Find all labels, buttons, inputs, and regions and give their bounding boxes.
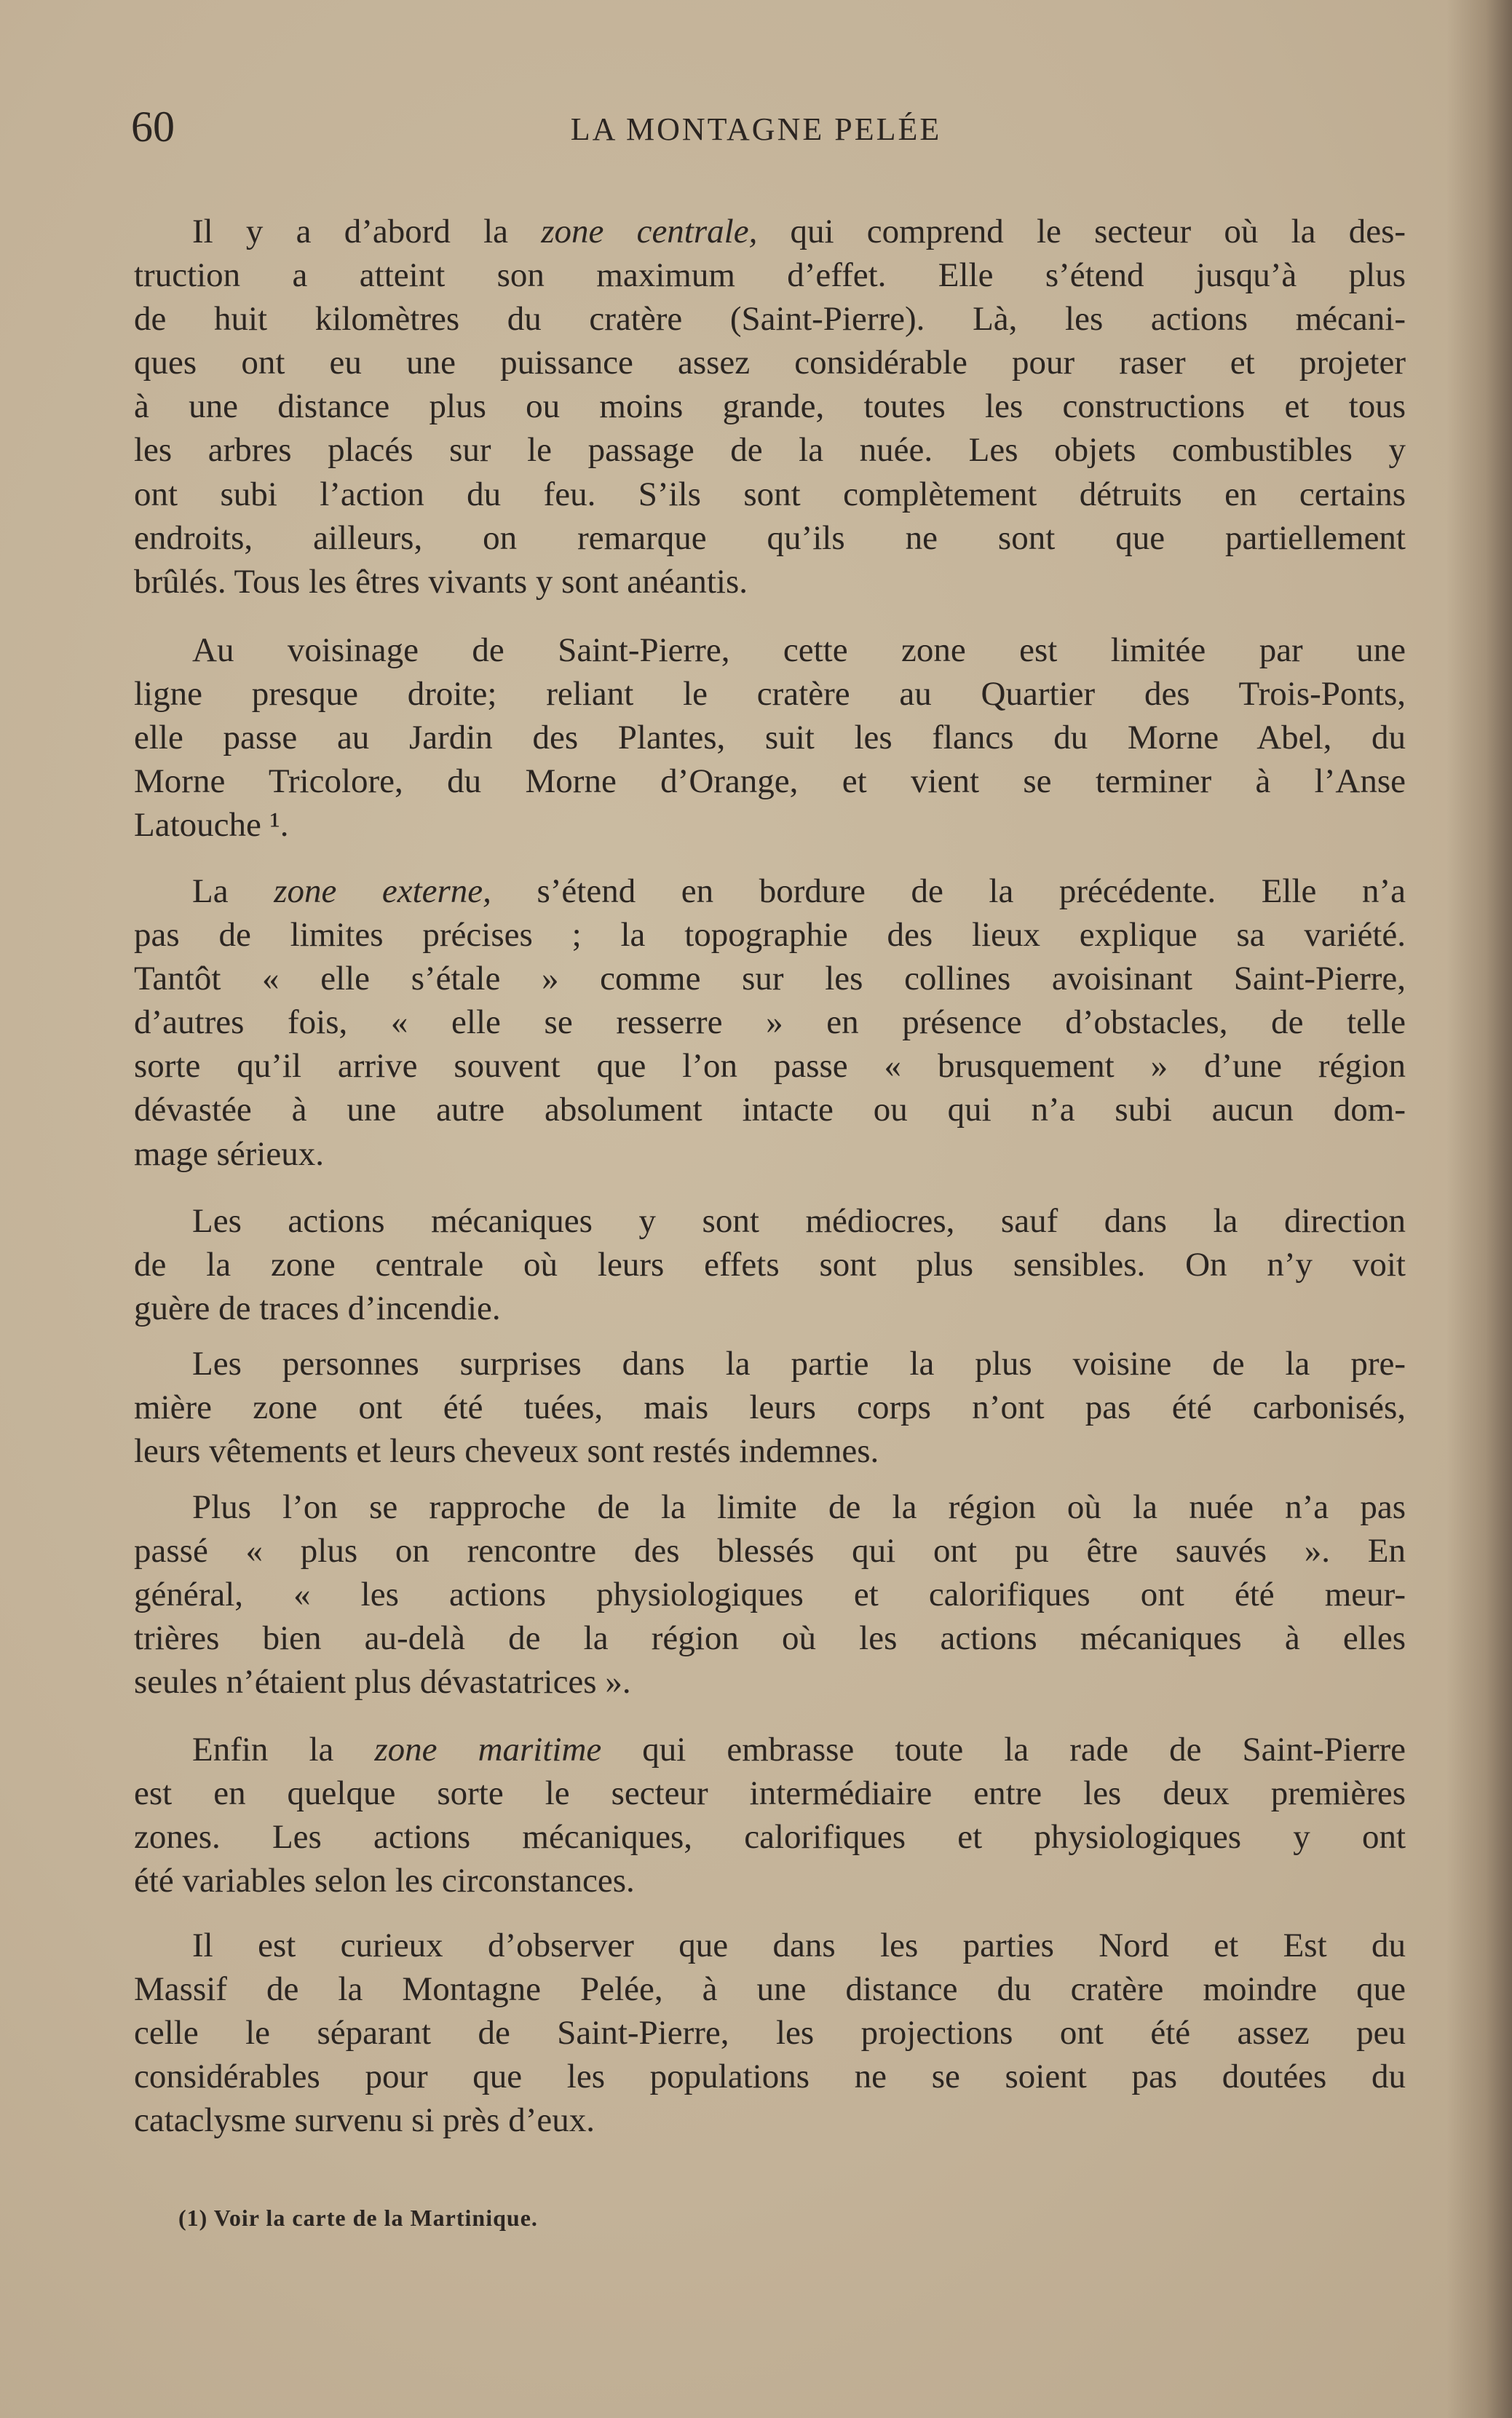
footnote: (1) Voir la carte de la Martinique.	[178, 2205, 538, 2231]
text-segment: mière zone ont été tuées, mais leurs corps n’ont pas été carbonisés,	[134, 1388, 1406, 1427]
text-line	[134, 2098, 1406, 2142]
text-line	[134, 1132, 1406, 1176]
text-segment: elle passe au Jardin des Plantes, suit les flancs du Morne Abel, du	[134, 719, 1406, 757]
text-line	[134, 759, 1406, 803]
text-segment: celle le séparant de Saint-Pierre, les projections ont été assez peu	[134, 2014, 1406, 2052]
text-segment: Tantôt « elle s’étale » comme sur les collines avoisinant Saint-Pierre,	[134, 960, 1406, 998]
text-segment: Il y a d’abord la	[192, 213, 542, 250]
paragraph	[134, 210, 1406, 604]
text-line	[134, 1529, 1406, 1573]
text-line	[134, 473, 1406, 516]
text-segment: est en quelque sorte le secteur intermédiaire entre les deux premières	[134, 1774, 1406, 1813]
text-segment: qui embrasse toute la rade de Saint-Pierre	[601, 1731, 1406, 1769]
text-segment: La	[192, 872, 274, 910]
text-line	[134, 1243, 1406, 1287]
text-line	[134, 672, 1406, 716]
text-line	[134, 803, 1406, 847]
text-line	[134, 1728, 1406, 1771]
text-segment: d’autres fois, « elle se resserre » en présence d’obstacles, de telle	[134, 1003, 1406, 1042]
text-segment: général, « les actions physiologiques et calorifiques ont été meur-	[134, 1576, 1406, 1614]
text-line	[134, 1429, 1406, 1473]
text-segment: de huit kilomètres du cratère (Saint-Pierre). Là, les actions mécani-	[134, 300, 1406, 339]
text-segment: passé « plus on rencontre des blessés qui ont pu être sauvés ». En	[134, 1532, 1406, 1570]
text-segment: leurs vêtements et leurs cheveux sont restés indemnes.	[134, 1432, 879, 1471]
text-line	[134, 253, 1406, 297]
text-line	[134, 428, 1406, 472]
text-line	[134, 913, 1406, 957]
text-segment: truction a atteint son maximum d’effet. Elle s’étend jusqu’à plus	[134, 256, 1406, 295]
paragraph	[134, 1342, 1406, 1473]
text-segment: endroits, ailleurs, on remarque qu’ils ne sont que partiellement	[134, 518, 1406, 557]
text-segment: Les personnes surprises dans la partie la plus voisine de la pre-	[192, 1345, 1406, 1383]
text-line	[134, 1088, 1406, 1131]
paragraph	[134, 1728, 1406, 1903]
text-line	[134, 341, 1406, 384]
text-line	[134, 2055, 1406, 2098]
text-line	[134, 1924, 1406, 1967]
paragraph	[134, 869, 1406, 1176]
text-segment: à une distance plus ou moins grande, toutes les constructions et tous	[134, 387, 1406, 426]
text-line	[134, 869, 1406, 913]
italic-term: zone externe,	[274, 872, 491, 910]
text-line	[134, 1771, 1406, 1815]
text-line	[134, 297, 1406, 341]
text-segment: dévastée à une autre absolument intacte ou qui n’a subi aucun dom-	[134, 1091, 1406, 1129]
text-line	[134, 384, 1406, 428]
text-segment: Latouche ¹.	[134, 806, 289, 845]
text-segment: Les actions mécaniques y sont médiocres, sauf dans la direction	[192, 1202, 1406, 1240]
text-line	[134, 1287, 1406, 1330]
text-line	[134, 1342, 1406, 1386]
text-line	[134, 1485, 1406, 1529]
text-segment: sorte qu’il arrive souvent que l’on passe « brusquement » d’une région	[134, 1047, 1406, 1086]
paragraph	[134, 1485, 1406, 1704]
text-line	[134, 1815, 1406, 1859]
text-segment: été variables selon les circonstances.	[134, 1862, 635, 1900]
text-line	[134, 1386, 1406, 1429]
text-line	[134, 1616, 1406, 1660]
text-line	[134, 516, 1406, 560]
text-segment: Enfin la	[192, 1731, 375, 1769]
text-line	[134, 1967, 1406, 2011]
italic-term: zone centrale,	[541, 213, 758, 250]
text-segment: Au voisinage de Saint-Pierre, cette zone est limitée par une	[192, 631, 1406, 669]
text-segment: guère de traces d’incendie.	[134, 1289, 501, 1328]
text-segment: Il est curieux d’observer que dans les parties Nord et Est du	[192, 1927, 1406, 1964]
text-segment: ques ont eu une puissance assez considérable pour raser et projeter	[134, 344, 1406, 382]
text-segment: s’étend en bordure de la précédente. Elle n’a	[491, 872, 1406, 910]
text-line	[134, 560, 1406, 604]
text-line	[134, 210, 1406, 253]
text-segment: pas de limites précises ; la topographie des lieux explique sa variété.	[134, 916, 1406, 955]
text-segment: Plus l’on se rapproche de la limite de la région où la nuée n’a pas	[192, 1488, 1406, 1526]
text-line	[134, 957, 1406, 1000]
text-segment: brûlés. Tous les êtres vivants y sont anéantis.	[134, 562, 748, 601]
text-segment: cataclysme survenu si près d’eux.	[134, 2101, 595, 2140]
page-number: 60	[131, 103, 175, 151]
text-segment: Massif de la Montagne Pelée, à une distance du cratère moindre que	[134, 1970, 1406, 2009]
text-line	[134, 1859, 1406, 1903]
text-segment: Morne Tricolore, du Morne d’Orange, et vient se terminer à l’Anse	[134, 762, 1406, 801]
text-segment: ligne presque droite; reliant le cratère au Quartier des Trois-Ponts,	[134, 675, 1406, 714]
text-line	[134, 628, 1406, 672]
running-title: LA MONTAGNE PELÉE	[570, 111, 942, 147]
text-segment: trières bien au-delà de la région où les actions mécaniques à elles	[134, 1619, 1406, 1658]
text-segment: mage sérieux.	[134, 1134, 325, 1173]
italic-term: zone maritime	[374, 1731, 602, 1769]
text-segment: zones. Les actions mécaniques, calorifiques et physiologiques y ont	[134, 1818, 1406, 1857]
text-line	[134, 1660, 1406, 1704]
text-segment: seules n’étaient plus dévastatrices ».	[134, 1663, 631, 1702]
text-segment: ont subi l’action du feu. S’ils sont complètement détruits en certains	[134, 475, 1406, 513]
text-line	[134, 1199, 1406, 1243]
paragraph	[134, 1199, 1406, 1330]
text-segment: de la zone centrale où leurs effets sont plus sensibles. On n’y voit	[134, 1246, 1406, 1284]
text-segment: qui comprend le secteur où la des-	[757, 213, 1406, 250]
paragraph	[134, 628, 1406, 847]
text-segment: considérables pour que les populations ne se soient pas doutées du	[134, 2058, 1406, 2096]
text-line	[134, 716, 1406, 759]
text-line	[134, 2011, 1406, 2055]
text-segment: les arbres placés sur le passage de la nuée. Les objets combustibles y	[134, 431, 1406, 470]
text-line	[134, 1573, 1406, 1616]
text-line	[134, 1000, 1406, 1044]
paragraph	[134, 1924, 1406, 2142]
page-edge-shadow	[1446, 0, 1512, 2418]
text-line	[134, 1044, 1406, 1088]
